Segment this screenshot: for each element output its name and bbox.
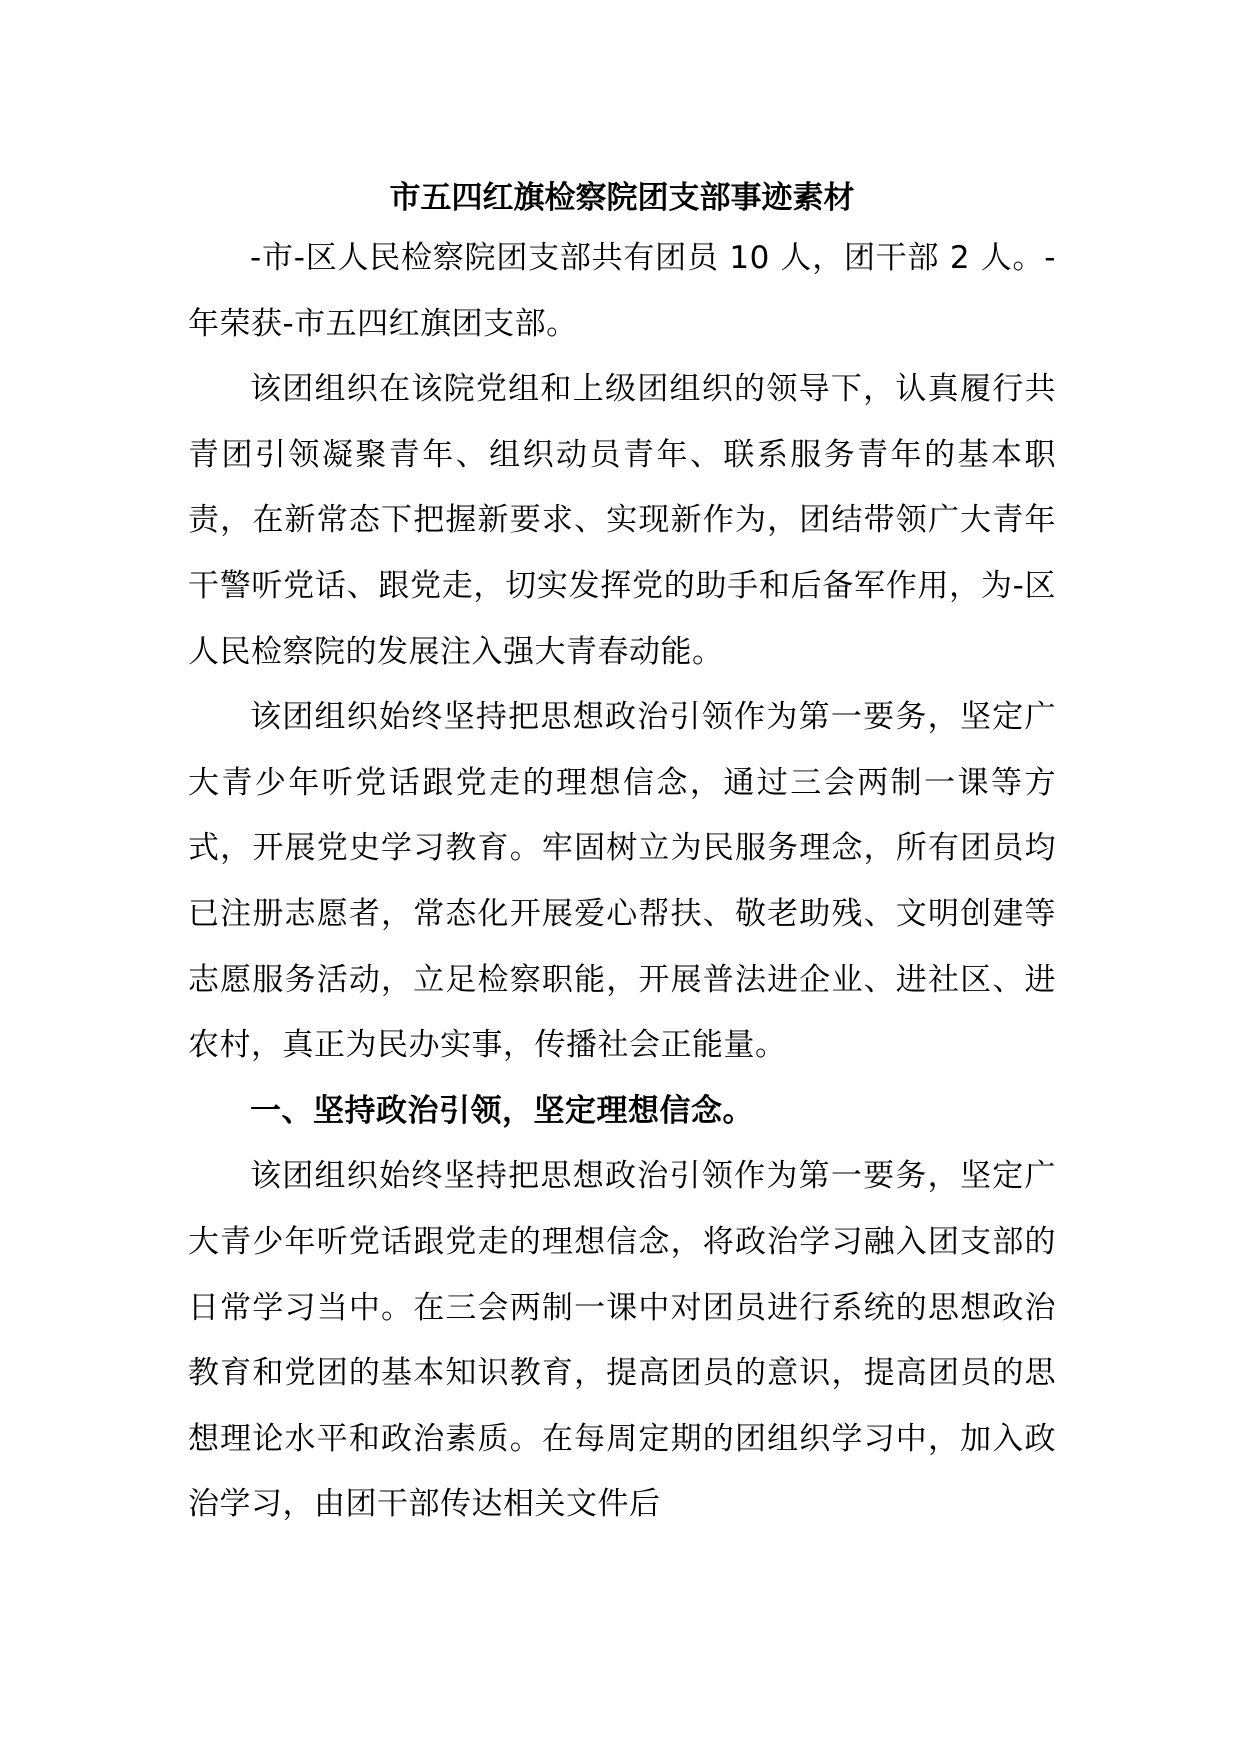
paragraph-intro: -市-区人民检察院团支部共有团员 10 人，团干部 2 人。-年荣获-市五四红旗团支部。 [188,240,1056,342]
document-body [188,172,1056,1538]
document-title: 市五四红旗检察院团支部事迹素材 [389,180,855,216]
section-heading: 一、坚持政治引领，坚定理想信念。 [250,1092,754,1129]
paragraph-duties: 该团组织在该院党组和上级团组织的领导下，认真履行共青团引领凝聚青年、组织动员青年、联系服务青年的基本职责，在新常态下把握新要求、实现新作为，团结带领广大青年干警听党话、跟党走，切实发挥党的助手和后备军作用，为-区人民检察院的发展注入强大青春动能。 [188,371,1056,670]
paragraph-summary: 该团组织始终坚持把思想政治引领作为第一要务，坚定广大青少年听党话跟党走的理想信念，通过三会两制一课等方式，开展党史学习教育。牢固树立为民服务理念，所有团员均已注册志愿者，常态化开展爱心帮扶、敬老助残、文明创建等志愿服务活动，立足检察职能，开展普法进企业、进社区、进农村，真正为民办实事，传播社会正能量。 [188,699,1056,1064]
section-paragraph: 该团组织始终坚持把思想政治引领作为第一要务，坚定广大青少年听党话跟党走的理想信念，将政治学习融入团支部的日常学习当中。在三会两制一课中对团员进行系统的思想政治教育和党团的基本知识教育，提高团员的意识，提高团员的思想理论水平和政治素质。在每周定期的团组织学习中，加入政治学习，由团干部传达相关文件后 [188,1158,1056,1523]
